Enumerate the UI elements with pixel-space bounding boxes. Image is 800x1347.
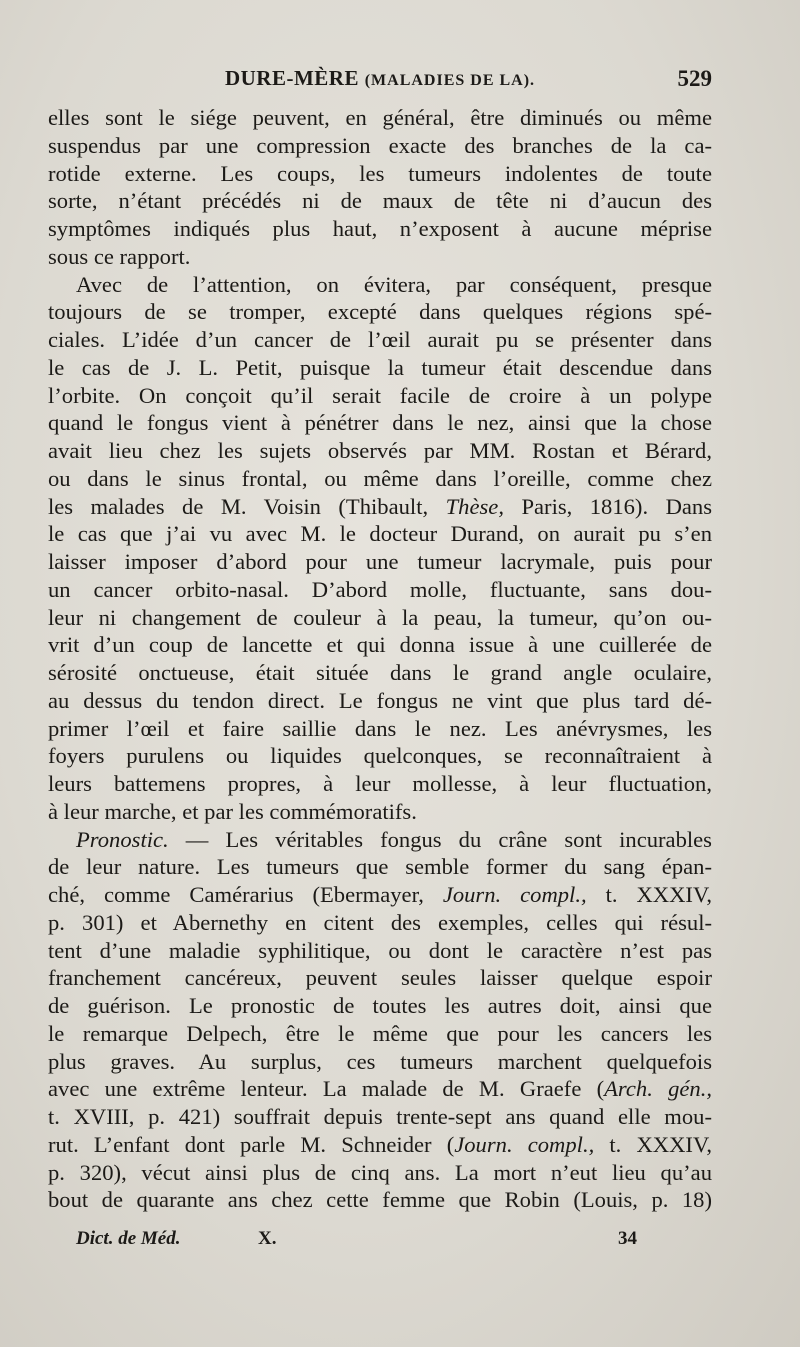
- text-line: plus graves. Au surplus, ces tumeurs marchent quelquefois: [48, 1048, 712, 1074]
- italic-citation: Journ. compl.,: [442, 882, 587, 907]
- text-line: franchement cancéreux, peuvent seules laisser quelque espoir: [48, 965, 712, 991]
- text-segment: — Les véritables fongus du crâne sont incurables: [185, 826, 712, 852]
- text-line: ciales. L’idée d’un cancer de l’œil aurait pu se présenter dans: [48, 327, 712, 352]
- text-line: suspendus par une compression exacte des branches de la ca-: [48, 132, 712, 158]
- text-line: au dessus du tendon direct. Le fongus ne vint que plus tard dé-: [48, 687, 712, 713]
- running-head-sub: (MALADIES DE LA).: [364, 72, 536, 89]
- text-line: primer l’œil et faire saillie dans le nez. Les anévrysmes, les: [48, 715, 712, 741]
- signature-volume: X.: [258, 1228, 277, 1249]
- text-line: sorte, n’étant précédés ni de maux de tête ni d’aucun des: [48, 188, 712, 214]
- text-line: leurs battemens propres, à leur mollesse, à leur fluctuation,: [48, 771, 712, 796]
- text-line: foyers purulens ou liquides quelconques, se reconnaîtraient à: [48, 743, 712, 769]
- signature-number: 34: [618, 1228, 637, 1249]
- text-line: vrit d’un coup de lancette et qui donna issue à une cuillerée de: [48, 632, 712, 658]
- text-line: tent d’une maladie syphilitique, ou dont le caractère n’est pas: [48, 937, 712, 963]
- italic-citation: Journ. compl.,: [454, 1131, 595, 1157]
- page-number: 529: [677, 66, 712, 91]
- text-line: sous ce rapport.: [48, 243, 191, 269]
- text-segment: les malades de M. Voisin (Thibault,: [48, 493, 429, 519]
- text-line: [48, 1075, 712, 1103]
- text-segment: Paris, 1816). Dans: [521, 493, 712, 519]
- italic-citation: Arch. gén.,: [604, 1076, 713, 1102]
- text-line: rotide externe. Les coups, les tumeurs indolentes de toute: [48, 160, 712, 186]
- text-line: le cas de J. L. Petit, puisque la tumeur était descendue dans: [48, 354, 712, 380]
- text-line: laisser imposer d’abord pour une tumeur lacrymale, puis pour: [48, 549, 712, 574]
- signature-title: Dict. de Méd.: [76, 1228, 181, 1249]
- text-line: p. 320), vécut ainsi plus de cinq ans. La mort n’eut lieu qu’au: [48, 1159, 712, 1185]
- text-line: toujours de se tromper, excepté dans quelques régions spé-: [48, 299, 712, 325]
- text-line: l’orbite. On conçoit qu’il serait facile de croire à un polype: [48, 382, 712, 408]
- section-run-in-heading: Pronostic.: [76, 826, 169, 852]
- text-line: le cas que j’ai vu avec M. le docteur Durand, on aurait pu s’en: [48, 521, 712, 547]
- italic-citation: Thèse,: [445, 493, 504, 519]
- text-line: t. XVIII, p. 421) souffrait depuis trente-sept ans quand elle mou-: [48, 1104, 712, 1129]
- text-line: elles sont le siége peuvent, en général, être diminués ou même: [48, 105, 712, 130]
- text-segment: ché, comme Camérarius (Ebermayer,: [48, 882, 424, 907]
- text-line: un cancer orbito-nasal. D’abord molle, fluctuante, sans dou-: [48, 576, 712, 602]
- text-segment: t. XXXIV,: [609, 1131, 712, 1157]
- text-line: quand le fongus vient à pénétrer dans le nez, ainsi que la chose: [48, 410, 712, 436]
- text-line: à leur marche, et par les commémoratifs.: [48, 798, 417, 824]
- text-line: ou dans le sinus frontal, ou même dans l’oreille, comme chez: [48, 465, 712, 491]
- text-line: [48, 881, 712, 909]
- text-line: leur ni changement de couleur à la peau, la tumeur, qu’on ou-: [48, 604, 712, 630]
- running-head-main: DURE-MÈRE: [224, 66, 359, 90]
- text-line: [48, 826, 712, 854]
- body-text: [48, 104, 712, 1214]
- text-line: de leur nature. Les tumeurs que semble former du sang épan-: [48, 854, 712, 880]
- text-line: avait lieu chez les sujets observés par MM. Rostan et Bérard,: [48, 438, 712, 463]
- text-segment: avec une extrême lenteur. La malade de M. Graefe (: [48, 1076, 605, 1102]
- page-footer: [48, 1228, 712, 1258]
- text-segment: t. XXXIV,: [605, 882, 712, 907]
- text-line: Avec de l’attention, on évitera, par conséquent, presque: [76, 271, 712, 297]
- text-line: symptômes indiqués plus haut, n’exposent à aucune méprise: [48, 216, 712, 241]
- text-line: [48, 1131, 712, 1159]
- text-line: p. 301) et Abernethy en citent des exemples, celles qui résul-: [48, 909, 712, 935]
- text-line: le remarque Delpech, être le même que pour les cancers les: [48, 1020, 712, 1046]
- text-line: bout de quarante ans chez cette femme que Robin (Louis, p. 18): [48, 1187, 712, 1213]
- page-header: [48, 66, 712, 102]
- running-head: [48, 66, 712, 91]
- text-line: de guérison. Le pronostic de toutes les autres doit, ainsi que: [48, 993, 712, 1018]
- text-segment: rut. L’enfant dont parle M. Schneider (: [48, 1131, 455, 1157]
- text-line: [48, 493, 712, 521]
- text-line: sérosité onctueuse, était située dans le grand angle oculaire,: [48, 660, 712, 685]
